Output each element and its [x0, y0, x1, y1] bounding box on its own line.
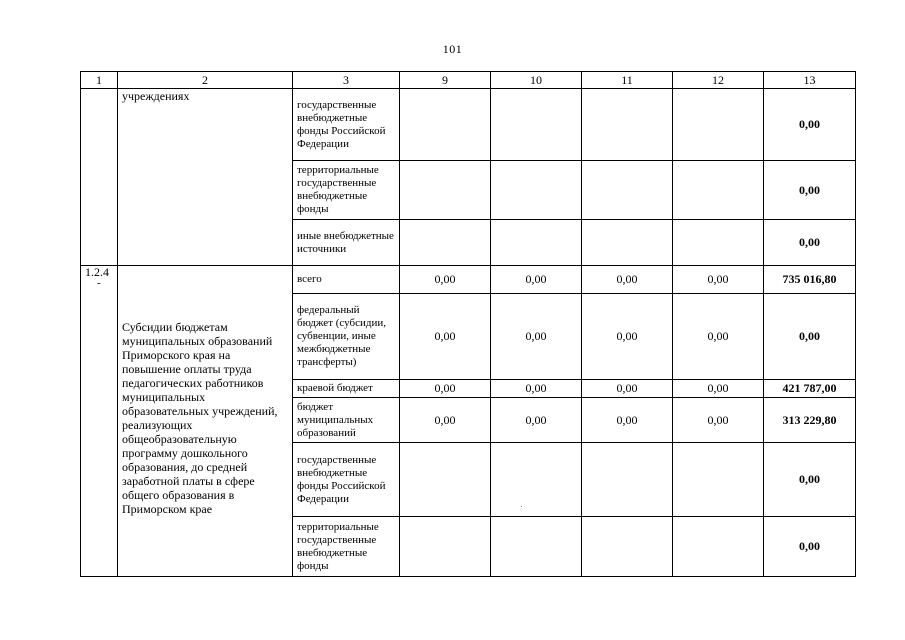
table-row [81, 266, 856, 294]
header-col-11: 11 [582, 72, 673, 89]
value-col-12 [673, 161, 764, 220]
funding-source: государственные внебюджетные фонды Российской Федерации [293, 443, 400, 517]
funding-source: территориальные государственные внебюджетные фонды [293, 161, 400, 220]
value-col-9: 0,00 [400, 380, 491, 398]
value-col-13: 735 016,80 [764, 266, 856, 294]
value-col-9 [400, 89, 491, 161]
value-col-10: 0,00 [491, 266, 582, 294]
value-col-10: 0,00 [491, 294, 582, 380]
value-col-13: 313 229,80 [764, 398, 856, 443]
value-col-11 [582, 443, 673, 517]
header-col-2: 2 [118, 72, 293, 89]
value-col-11 [582, 220, 673, 266]
value-col-9 [400, 161, 491, 220]
header-col-1: 1 [81, 72, 118, 89]
value-col-13: 0,00 [764, 517, 856, 577]
value-col-11: 0,00 [582, 266, 673, 294]
header-row [81, 72, 856, 89]
value-col-12 [673, 517, 764, 577]
header-col-12: 12 [673, 72, 764, 89]
header-col-10: 10 [491, 72, 582, 89]
value-col-10 [491, 161, 582, 220]
value-col-11 [582, 517, 673, 577]
funding-source: всего [293, 266, 400, 294]
funding-source: иные внебюджетные источники [293, 220, 400, 266]
item-description: Субсидии бюджетам муниципальных образований Приморского края на повышение оплаты труда педагогических работников муниципальных образовательных учреждений, реализующих общеобразовательную программу дошкольного образования, до средней заработной платы в сфере общего образования в Приморском крае [118, 294, 293, 577]
funding-source: бюджет муниципальных образований [293, 398, 400, 443]
value-col-12: 0,00 [673, 398, 764, 443]
value-col-13: 421 787,00 [764, 380, 856, 398]
value-col-13: 0,00 [764, 294, 856, 380]
header-col-9: 9 [400, 72, 491, 89]
value-col-11: 0,00 [582, 380, 673, 398]
value-col-13: 0,00 [764, 161, 856, 220]
funding-source: территориальные государственные внебюджетные фонды [293, 517, 400, 577]
value-col-9 [400, 517, 491, 577]
budget-table [80, 71, 856, 577]
funding-source: федеральный бюджет (субсидии, субвенции, иные межбюджетные трансферты) [293, 294, 400, 380]
item-number: 1.2.4 [85, 265, 109, 279]
header-col-3: 3 [293, 72, 400, 89]
value-col-10 [491, 89, 582, 161]
value-col-10: 0,00 [491, 380, 582, 398]
scan-speck [521, 506, 522, 507]
cont-item-label: учреждениях [118, 89, 293, 266]
funding-source: краевой бюджет [293, 380, 400, 398]
funding-source: государственные внебюджетные фонды Российской Федерации [293, 89, 400, 161]
cont-number-cell [81, 89, 118, 266]
value-col-9 [400, 220, 491, 266]
header-col-13: 13 [764, 72, 856, 89]
value-col-11 [582, 161, 673, 220]
value-col-9: 0,00 [400, 398, 491, 443]
value-col-9 [400, 443, 491, 517]
value-col-12 [673, 220, 764, 266]
value-col-10 [491, 443, 582, 517]
item-dash: - [97, 277, 101, 289]
value-col-12 [673, 89, 764, 161]
value-col-13: 0,00 [764, 443, 856, 517]
value-col-9: 0,00 [400, 294, 491, 380]
page-number: 101 [442, 42, 463, 56]
value-col-11 [582, 89, 673, 161]
value-col-13: 0,00 [764, 220, 856, 266]
value-col-11: 0,00 [582, 398, 673, 443]
value-col-13: 0,00 [764, 89, 856, 161]
value-col-9: 0,00 [400, 266, 491, 294]
value-col-12 [673, 443, 764, 517]
value-col-11: 0,00 [582, 294, 673, 380]
value-col-10 [491, 517, 582, 577]
item-description-top [118, 266, 293, 294]
value-col-12: 0,00 [673, 294, 764, 380]
item-number-cell [81, 266, 118, 577]
value-col-12: 0,00 [673, 380, 764, 398]
value-col-12: 0,00 [673, 266, 764, 294]
value-col-10 [491, 220, 582, 266]
value-col-10: 0,00 [491, 398, 582, 443]
table-row [81, 294, 856, 380]
table-row [81, 89, 856, 161]
